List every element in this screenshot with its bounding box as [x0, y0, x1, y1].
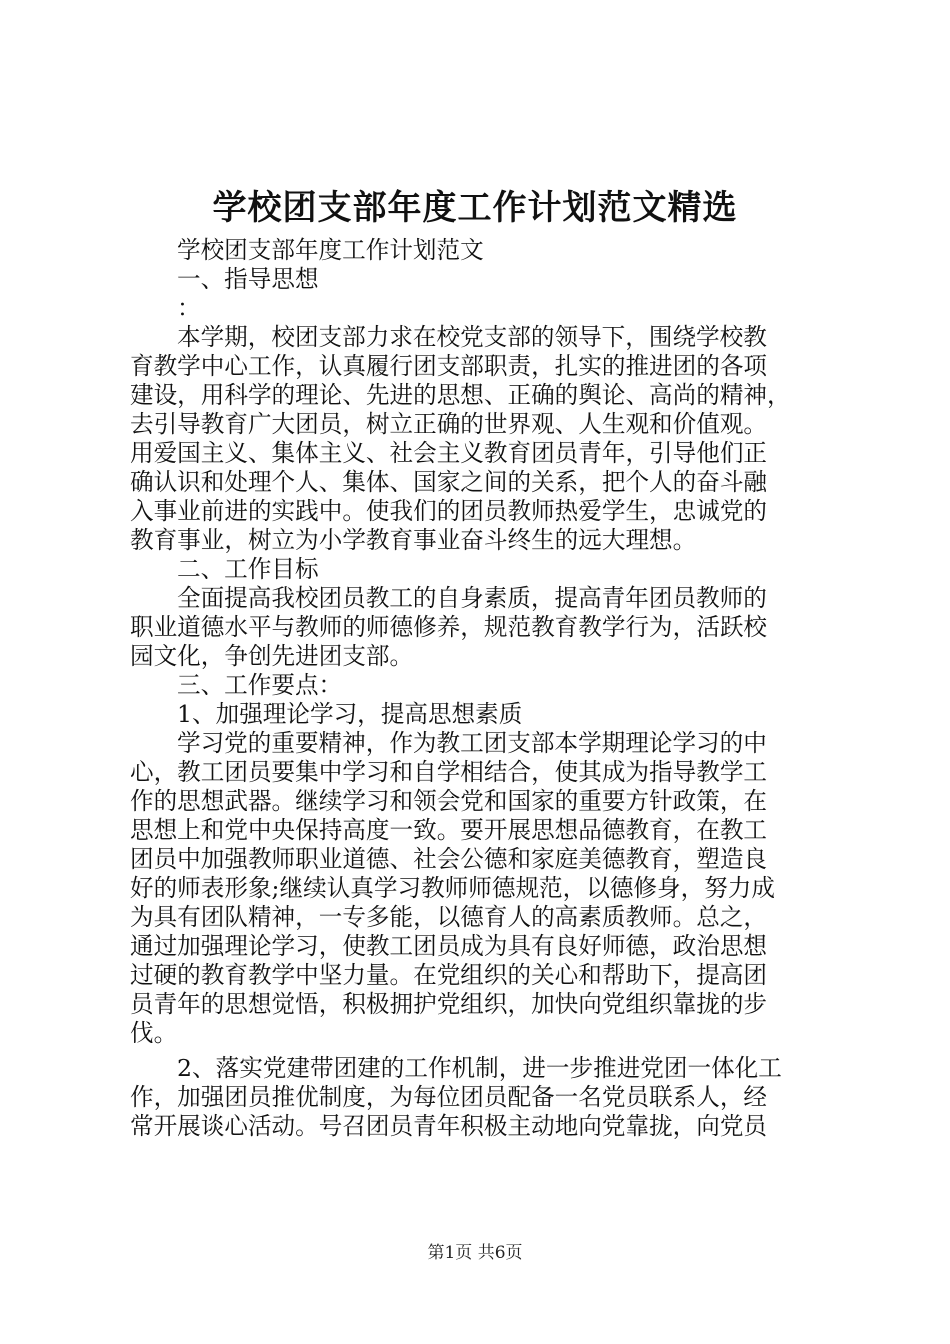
- text-line: 确认识和处理个人、集体、国家之间的关系，把个人的奋斗融: [130, 468, 768, 496]
- text-line: 2、落实党建带团建的工作机制，进一步推进党团一体化工: [177, 1054, 782, 1082]
- text-line: 学习党的重要精神，作为教工团支部本学期理论学习的中: [177, 729, 767, 757]
- text-line: 学校团支部年度工作计划范文: [177, 236, 484, 264]
- text-line: 入事业前进的实践中。使我们的团员教师热爱学生，忠诚党的: [130, 497, 768, 525]
- text-line: 建设，用科学的理论、先进的思想、正确的舆论、高尚的精神，: [130, 381, 791, 409]
- text-line: 好的师表形象;继续认真学习教师师德规范，以德修身，努力成: [130, 874, 775, 902]
- text-line: 三、工作要点：: [177, 671, 343, 699]
- text-line: 常开展谈心活动。号召团员青年积极主动地向党靠拢，向党员: [130, 1112, 768, 1140]
- text-line: 去引导教育广大团员，树立正确的世界观、人生观和价值观。: [130, 410, 768, 438]
- text-line: 心，教工团员要集中学习和自学相结合，使其成为指导教学工: [130, 758, 768, 786]
- text-line: 二、工作目标: [177, 555, 319, 583]
- text-line: 教育事业，树立为小学教育事业奋斗终生的远大理想。: [130, 526, 697, 554]
- text-line: 团员中加强教师职业道德、社会公德和家庭美德教育，塑造良: [130, 845, 768, 873]
- text-line: 思想上和党中央保持高度一致。要开展思想品德教育，在教工: [130, 816, 768, 844]
- text-line: ：: [177, 294, 201, 322]
- text-line: 伐。: [130, 1019, 178, 1047]
- text-line: 一、指导思想: [177, 265, 319, 293]
- text-line: 1、加强理论学习，提高思想素质: [177, 700, 523, 728]
- page-footer: 第1页 共6页: [427, 1243, 523, 1263]
- text-line: 员青年的思想觉悟，积极拥护党组织，加快向党组织靠拢的步: [130, 990, 768, 1018]
- text-line: 作，加强团员推优制度，为每位团员配备一名党员联系人，经: [130, 1083, 768, 1111]
- text-line: 本学期，校团支部力求在校党支部的领导下，围绕学校教: [177, 323, 767, 351]
- text-line: 园文化，争创先进团支部。: [130, 642, 414, 670]
- text-line: 通过加强理论学习，使教工团员成为具有良好师德，政治思想: [130, 932, 768, 960]
- text-line: 职业道德水平与教师的师德修养，规范教育教学行为，活跃校: [130, 613, 768, 641]
- text-line: 全面提高我校团员教工的自身素质，提高青年团员教师的: [177, 584, 767, 612]
- text-line: 作的思想武器。继续学习和领会党和国家的重要方针政策，在: [130, 787, 768, 815]
- document-body: [130, 236, 830, 1141]
- text-line: 过硬的教育教学中坚力量。在党组织的关心和帮助下，提高团: [130, 961, 768, 989]
- text-line: 用爱国主义、集体主义、社会主义教育团员青年，引导他们正: [130, 439, 768, 467]
- text-line: 为具有团队精神，一专多能，以德育人的高素质教师。总之，: [130, 903, 768, 931]
- text-line: 育教学中心工作，认真履行团支部职责，扎实的推进团的各项: [130, 352, 768, 380]
- document-title: 学校团支部年度工作计划范文精选: [212, 188, 738, 228]
